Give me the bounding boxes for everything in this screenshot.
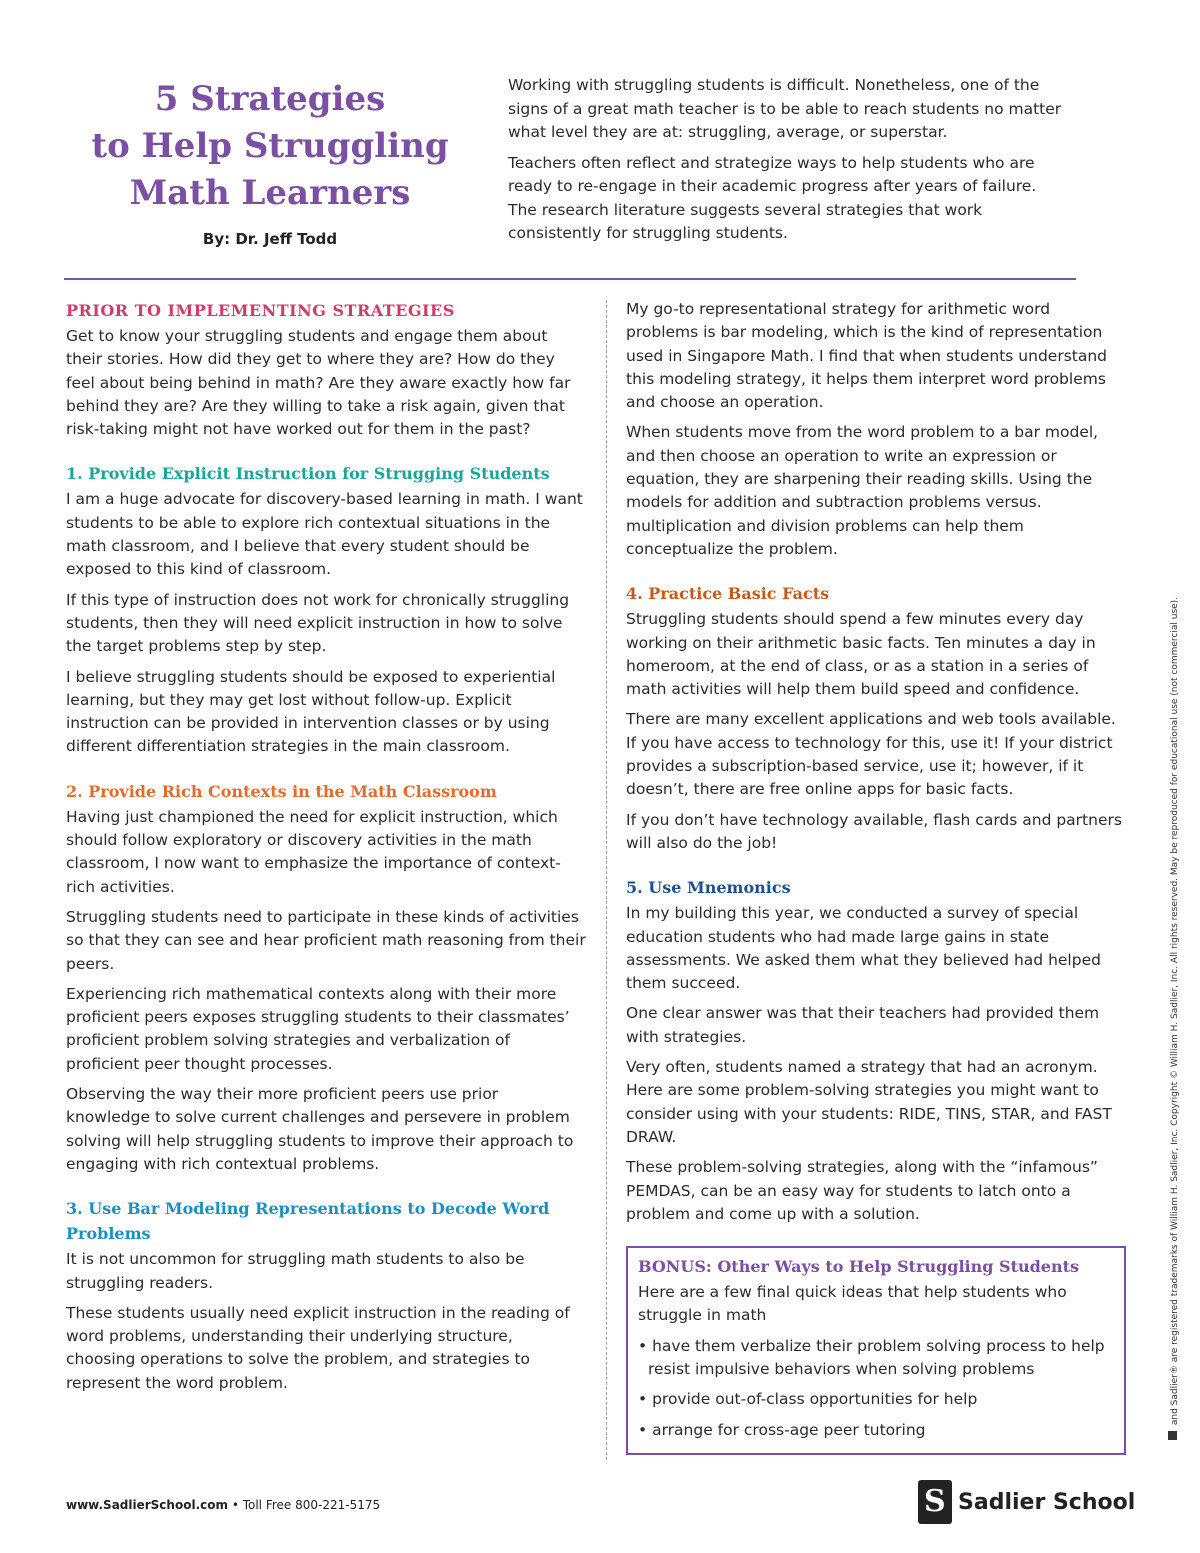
- copyright-text: and Sadlier® are registered trademarks of William H. Sadlier, Inc. Copyright © William H. Sadlier, Inc. All rights reserved. May be reproduced for educational use (not commercial use).: [1170, 596, 1180, 1426]
- sadlier-logo: [918, 1480, 1135, 1524]
- footer: [66, 1498, 380, 1512]
- intro: [508, 74, 1068, 253]
- section-heading: 3. Use Bar Modeling Representations to Decode Word Problems: [66, 1199, 550, 1244]
- bonus-heading: BONUS: Other Ways to Help Struggling Students: [638, 1257, 1079, 1277]
- paragraph: I believe struggling students should be exposed to experiential learning, but they may get lost without follow-up. Explicit instruction can be provided in intervention classes or by using different differentiation strategies in the main classroom.: [66, 667, 556, 756]
- paragraph: If this type of instruction does not work for chronically struggling students, then they will need explicit instruction in how to solve the target problems step by step.: [66, 590, 570, 656]
- bonus-box: [626, 1246, 1126, 1455]
- section-prior: [66, 298, 586, 441]
- column-divider: [606, 300, 607, 1460]
- intro-paragraph: Teachers often reflect and strategize ways to help students who are ready to re-engage in their academic progress after years of failure. The research literature suggests several strategies that work consistently for struggling students.: [508, 153, 1037, 242]
- paragraph: My go-to representational strategy for arithmetic word problems is bar modeling, which is the kind of representation used in Singapore Math. I find that when students understand this modeling strategy, it helps them interpret word problems and choose an operation.: [626, 300, 1108, 412]
- section-4: [626, 581, 1126, 855]
- section-heading: 1. Provide Explicit Instruction for Strugging Students: [66, 464, 550, 484]
- list-item: • arrange for cross-age peer tutoring: [638, 1419, 1114, 1442]
- bonus-list: [638, 1335, 1114, 1442]
- section-1: [66, 461, 586, 758]
- page-title: [60, 76, 480, 217]
- section-5: [626, 875, 1126, 1226]
- phone-number: Toll Free 800-221-5175: [242, 1498, 381, 1512]
- section-3: [66, 1196, 586, 1395]
- paragraph: Having just championed the need for explicit instruction, which should follow exploratory or discovery activities in the math classroom, I now want to emphasize the importance of context-rich activities.: [66, 807, 561, 896]
- title-line: to Help Struggling: [91, 126, 449, 166]
- section-3-continued: [626, 298, 1126, 561]
- paragraph: One clear answer was that their teachers had provided them with strategies.: [626, 1004, 1100, 1046]
- paragraph: Observing the way their more proficient peers use prior knowledge to solve current challenges and persevere in problem solving will help struggling students to improve their approach to engaging with rich contextual problems.: [66, 1085, 574, 1173]
- paragraph: Experiencing rich mathematical contexts along with their more proficient peers exposes struggling students to their classmates’ proficient problem solving strategies and verbalization of proficient peer thought processes.: [66, 984, 570, 1073]
- sadlier-logo-icon: [918, 1480, 952, 1524]
- paragraph: Struggling students should spend a few minutes every day working on their arithmetic basic facts. Ten minutes a day in homeroom, at the end of class, or as a station in a series of math activities will help them build speed and confidence.: [626, 610, 1096, 699]
- paragraph: It is not uncommon for struggling math students to also be struggling readers.: [66, 1250, 525, 1292]
- sadlier-mark-icon: [1168, 1431, 1177, 1440]
- paragraph: Struggling students need to participate in these kinds of activities so that they can see and hear proficient math reasoning from their peers.: [66, 907, 586, 973]
- paragraph: I am a huge advocate for discovery-based learning in math. I want students to be able to explore rich contextual situations in the math classroom, and I believe that every student should be exposed to this kind of classroom.: [66, 490, 583, 579]
- copyright-note: [1168, 596, 1180, 1440]
- logo-text: Sadlier School: [958, 1489, 1136, 1515]
- paragraph: If you don’t have technology available, flash cards and partners will also do the job!: [626, 810, 1122, 852]
- paragraph: When students move from the word problem to a bar model, and then choose an operation to write an expression or equation, they are sharpening their reading skills. Using the models for addition and subtraction problems versus. multiplication and division problems can help them conceptualize the problem.: [626, 423, 1099, 558]
- intro-paragraph: Working with struggling students is difficult. Nonetheless, one of the signs of a great math teacher is to be able to reach students no matter what level they are at: struggling, average, or superstar.: [508, 76, 1062, 141]
- section-heading: 4. Practice Basic Facts: [626, 584, 830, 604]
- left-column: [66, 298, 586, 1415]
- paragraph: Very often, students named a strategy that had an acronym. Here are some problem-solving strategies you might want to consider using with your students: RIDE, TINS, STAR, and FAST DRAW.: [626, 1058, 1112, 1146]
- byline: By: Dr. Jeff Todd: [202, 230, 338, 248]
- paragraph: There are many excellent applications and web tools available. If you have access to technology for this, use it! If your district provides a subscription-based service, use it; however, if it doesn’t, there are free online apps for basic facts.: [626, 710, 1116, 799]
- list-item: • have them verbalize their problem solving process to help resist impulsive behaviors when solving problems: [638, 1335, 1114, 1382]
- paragraph: These problem-solving strategies, along with the “infamous” PEMDAS, can be an easy way for students to latch onto a problem and come up with a solution.: [626, 1158, 1098, 1223]
- paragraph: Get to know your struggling students and engage them about their stories. How did they get to where they are? How do they feel about being behind in math? Are they aware exactly how far behind they are? Are they willing to take a risk again, given that risk-taking might not have worked out for them in the past?: [66, 327, 571, 439]
- paragraph: These students usually need explicit instruction in the reading of word problems, understanding their underlying structure, choosing operations to solve the problem, and strategies to represent the word problem.: [66, 1303, 570, 1392]
- bonus-lead: Here are a few final quick ideas that help students who struggle in math: [638, 1283, 1067, 1325]
- section-heading: 2. Provide Rich Contexts in the Math Classroom: [66, 781, 497, 801]
- title-line: 5 Strategies: [154, 79, 386, 119]
- header-divider: [64, 278, 1076, 280]
- website-link[interactable]: www.SadlierSchool.com: [66, 1498, 228, 1512]
- list-item: • provide out-of-class opportunities for help: [638, 1388, 1114, 1411]
- section-2: [66, 779, 586, 1176]
- right-column: [626, 298, 1126, 1455]
- section-heading: 5. Use Mnemonics: [626, 878, 791, 898]
- section-heading: PRIOR TO IMPLEMENTING STRATEGIES: [66, 301, 455, 320]
- paragraph: In my building this year, we conducted a survey of special education students who had made large gains in state assessments. We asked them what they believed had helped them succeed.: [626, 904, 1101, 993]
- title-line: Math Learners: [129, 173, 411, 213]
- footer-separator: •: [231, 1498, 239, 1512]
